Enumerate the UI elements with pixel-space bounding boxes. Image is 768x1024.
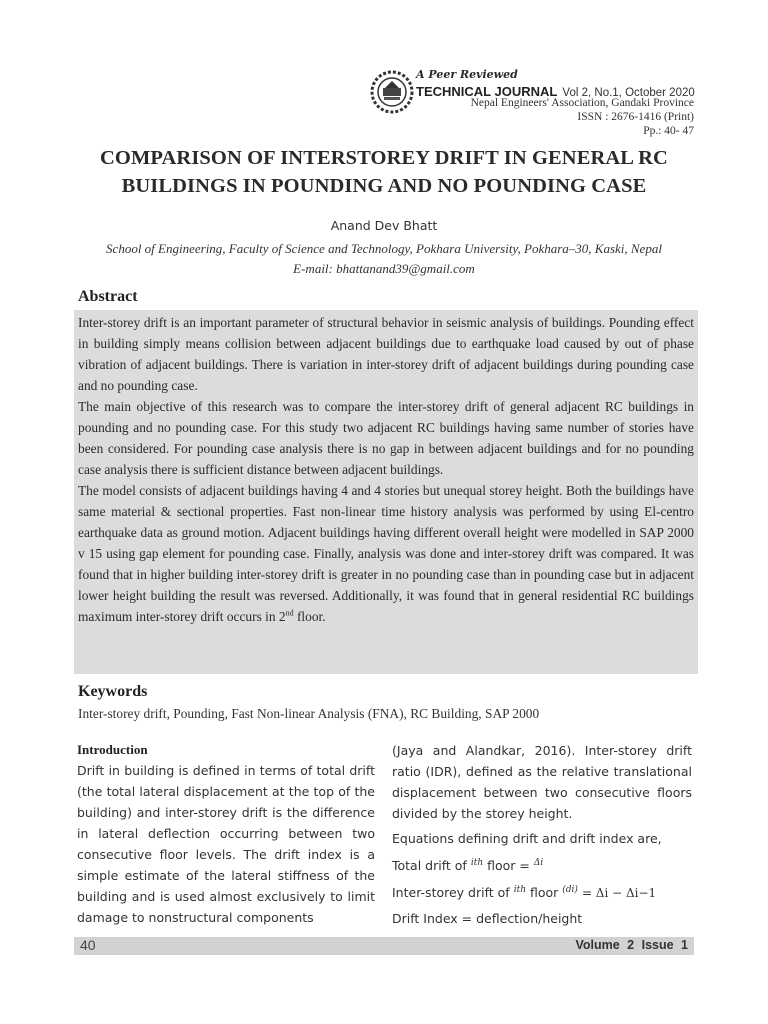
ith-symbol-2: ith: [513, 885, 526, 896]
di-symbol: (di): [562, 885, 578, 896]
intro-left-column: [77, 742, 375, 928]
issn-line: ISSN : 2676-1416 (Print): [577, 111, 694, 123]
pages-line: Pp.: 40- 47: [643, 125, 694, 137]
author-name: Anand Dev Bhatt: [330, 218, 438, 233]
interstorey-label: Inter-storey drift of: [392, 885, 510, 901]
association-line: Nepal Engineers' Association, Gandaki Province: [470, 97, 694, 109]
keywords-text: Inter-storey drift, Pounding, Fast Non-linear Analysis (FNA), RC Building, SAP 2000: [78, 706, 540, 721]
author-email: E-mail: bhattanand39@gmail.com: [293, 261, 475, 276]
nepal-engineers-association-logo: [370, 70, 414, 114]
abstract-paragraph-2: The main objective of this research was to compare the inter-storey drift of general adjacent RC buildings in pounding and no pounding case. For this study two adjacent RC buildings having same number of stories have been considered. For pounding case analysis there is no gap in between adjacent buildings and for no pounding case analysis there is sufficient distance between adjacent buildings.: [78, 399, 694, 477]
volume-info: Vol 2, No.1, October 2020: [562, 87, 695, 99]
peer-reviewed-label: A Peer Reviewed: [416, 68, 518, 81]
abstract-box: [74, 310, 698, 674]
page-footer: [74, 937, 694, 955]
floor-equals: floor =: [487, 858, 530, 874]
introduction-heading: Introduction: [77, 742, 148, 757]
abstract-paragraph-3-end: floor.: [293, 609, 326, 624]
author-affiliation-block: [40, 239, 728, 279]
journal-header: [368, 66, 694, 140]
abstract-paragraph-3-text: The model consists of adjacent buildings having 4 and 4 stories but unequal storey height. Both the buildings have same material & sectional properties. Fast non-linear time history analysis was performed by using El-centro earthquake data as ground motion. Adjacent buildings having different overall height were modelled in SAP 2000 v 15 using gap element for pounding case. Finally, analysis was done and inter-storey drift was compared. It was found that in higher building inter-storey drift is greater in no pounding case than in pounding case but in adjacent lower height building the result was reversed. Additionally, it was found that in general residential RC buildings maximum inter-storey drift occurs in 2: [78, 483, 694, 624]
intro-right-paragraph: (Jaya and Alandkar, 2016). Inter-storey drift ratio (IDR), defined as the relative translational displacement between two consecutive floors divided by the storey height.: [392, 743, 692, 821]
affiliation: School of Engineering, Faculty of Science and Technology, Pokhara University, Pokhara–30, Kaski, Nepal: [106, 241, 662, 256]
equation-intro: Equations defining drift and drift index are,: [392, 831, 662, 846]
ith-symbol: ith: [470, 858, 484, 868]
drift-equation-rhs: = Δi − Δi−1: [581, 886, 657, 901]
abstract-paragraph-1: Inter-storey drift is an important parameter of structural behavior in seismic analysis of buildings. Pounding effect in building simply means collision between adjacent buildings due to earthquake load caused by out of phase vibration of adjacent buildings. There is variation in inter-storey drift of adjacent buildings during pounding case and no pounding case.: [78, 315, 694, 393]
ordinal-superscript: nd: [285, 608, 294, 618]
total-drift-label: Total drift of: [392, 858, 467, 874]
total-drift-equation: [392, 853, 692, 876]
intro-left-paragraph: Drift in building is defined in terms of total drift (the total lateral displacement at the top of the building) and inter-storey drift is the difference in lateral deflection occurring between two consecutive floor levels. The drift index is a simple estimate of the lateral stiffness of the building and is used almost exclusively to limit damage to nonstructural components: [77, 763, 375, 925]
delta-i-symbol: Δi: [533, 858, 544, 868]
keywords-heading: Keywords: [78, 683, 148, 700]
paper-title: COMPARISON OF INTERSTOREY DRIFT IN GENERAL RC BUILDINGS IN POUNDING AND NO POUNDING CASE: [100, 147, 668, 197]
journal-name: TECHNICAL JOURNAL: [416, 84, 558, 99]
floor-label: floor: [529, 885, 559, 901]
abstract-paragraph-3: [78, 480, 694, 627]
intro-right-column: [392, 740, 692, 929]
volume-issue-label: Volume 2 Issue 1: [575, 938, 688, 952]
page-number: 40: [80, 937, 96, 953]
interstorey-drift-equation: [392, 880, 692, 904]
drift-index-equation: Drift Index = deflection/height: [392, 911, 583, 927]
abstract-heading: Abstract: [78, 288, 138, 305]
